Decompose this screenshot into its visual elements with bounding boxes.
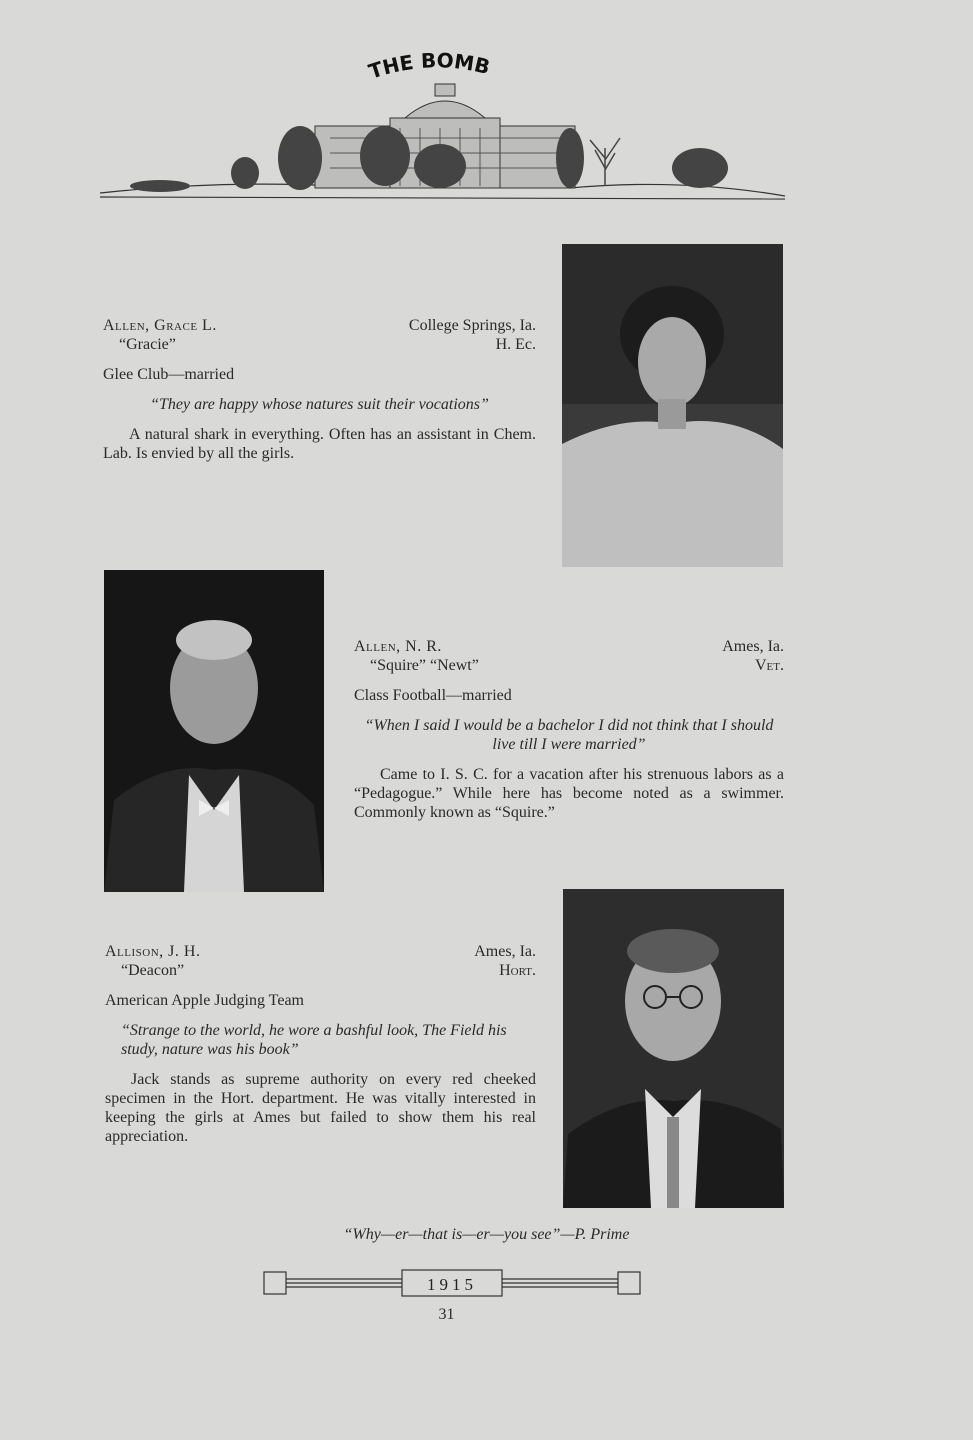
department: H. Ec.	[495, 336, 536, 353]
hometown: College Springs, Ia.	[408, 317, 536, 334]
hometown: Ames, Ia.	[722, 638, 784, 655]
year-label: 1915	[427, 1275, 477, 1294]
student-name: Allen, Grace L.	[103, 317, 217, 334]
page-number: 31	[438, 1306, 455, 1323]
year-ornament	[262, 1266, 642, 1300]
activities: Class Football—married	[354, 687, 512, 704]
header-title-text: THE BOMB	[365, 52, 493, 84]
quote: “Strange to the world, he wore a bashful look, The Field his study, nature was his book”	[121, 1022, 507, 1058]
activities: Glee Club—married	[103, 366, 235, 383]
entry-grace-allen	[103, 316, 536, 463]
nickname: “Gracie”	[119, 336, 176, 353]
bio: Came to I. S. C. for a vacation after his strenuous labors as a “Pedagogue.” While here has become noted as a swimmer. Commonly known as “Squire.”	[354, 766, 784, 821]
department: Hort.	[499, 962, 536, 979]
nickname: “Deacon”	[121, 962, 185, 979]
quote: “When I said I would be a bachelor I did not think that I should live till I were married”	[364, 717, 774, 753]
portrait-photo-nr-allen	[104, 570, 324, 892]
bio: A natural shark in everything. Often has an assistant in Chem. Lab. Is envied by all the girls.	[103, 426, 536, 462]
department: Vet.	[755, 657, 784, 674]
campus-illustration	[100, 78, 785, 203]
student-name: Allen, N. R.	[354, 638, 442, 655]
entry-jh-allison	[105, 942, 536, 1146]
portrait-photo-grace-allen	[562, 244, 783, 567]
hometown: Ames, Ia.	[474, 943, 536, 960]
student-name: Allison, J. H.	[105, 943, 201, 960]
entry-nr-allen	[354, 637, 784, 822]
quote: “They are happy whose natures suit their vocations”	[150, 396, 489, 413]
bio: Jack stands as supreme authority on every red cheeked specimen in the Hort. department. He was vitally interested in keeping the girls at Ames but failed to show them his real appreciation.	[105, 1071, 536, 1145]
portrait-photo-jh-allison	[563, 889, 784, 1208]
nickname: “Squire” “Newt”	[370, 657, 479, 674]
activities: American Apple Judging Team	[105, 992, 304, 1009]
footer-quote: “Why—er—that is—er—you see”—P. Prime	[343, 1226, 630, 1243]
